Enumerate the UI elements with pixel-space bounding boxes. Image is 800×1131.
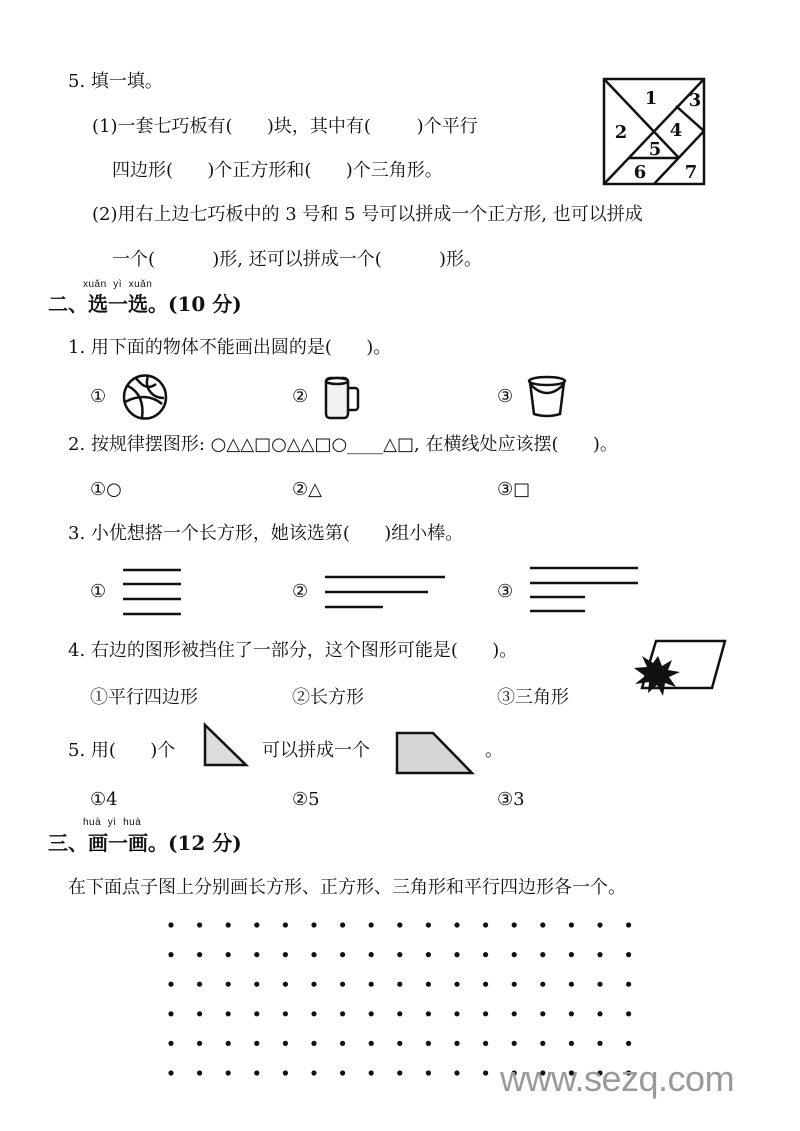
grid-dot[interactable] xyxy=(512,982,517,987)
q1-option-3: ③ xyxy=(497,386,514,407)
grid-dot[interactable] xyxy=(569,982,574,987)
grid-dot[interactable] xyxy=(226,1011,231,1016)
q1-option-2: ② xyxy=(292,386,309,407)
grid-dot[interactable] xyxy=(254,1011,259,1016)
grid-dot[interactable] xyxy=(540,982,545,987)
section-3-instruction: 在下面点子图上分别画长方形、正方形、三角形和平行四边形各一个。 xyxy=(68,877,626,898)
grid-dot[interactable] xyxy=(283,982,288,987)
grid-dot[interactable] xyxy=(197,922,202,927)
q4-option-3: ③三角形 xyxy=(497,687,569,708)
grid-dot[interactable] xyxy=(168,1011,173,1016)
grid-dot[interactable] xyxy=(512,1041,517,1046)
grid-dot[interactable] xyxy=(483,1041,488,1046)
grid-dot[interactable] xyxy=(454,1011,459,1016)
grid-dot[interactable] xyxy=(397,982,402,987)
grid-dot[interactable] xyxy=(340,1011,345,1016)
grid-dot[interactable] xyxy=(197,952,202,957)
grid-dot[interactable] xyxy=(340,982,345,987)
grid-dot[interactable] xyxy=(454,982,459,987)
grid-dot[interactable] xyxy=(454,952,459,957)
grid-dot[interactable] xyxy=(311,922,316,927)
grid-dot[interactable] xyxy=(569,1011,574,1016)
section-2-pinyin: xuǎn yì xuǎn xyxy=(83,279,153,290)
grid-dot[interactable] xyxy=(397,922,402,927)
grid-dot[interactable] xyxy=(512,922,517,927)
grid-dot[interactable] xyxy=(569,1041,574,1046)
q5-option-2: ②5 xyxy=(292,789,320,810)
tangram-label-2: 2 xyxy=(614,122,628,143)
grid-dot[interactable] xyxy=(254,1070,259,1075)
grid-dot[interactable] xyxy=(254,952,259,957)
grid-dot[interactable] xyxy=(426,952,431,957)
tangram-label-4: 4 xyxy=(669,120,683,141)
grid-dot[interactable] xyxy=(283,1070,288,1075)
grid-dot[interactable] xyxy=(397,1070,402,1075)
grid-dot[interactable] xyxy=(483,1070,488,1075)
grid-dot[interactable] xyxy=(626,1041,631,1046)
grid-dot[interactable] xyxy=(454,1070,459,1075)
q5-text-c: 。 xyxy=(485,740,503,761)
grid-dot[interactable] xyxy=(226,1070,231,1075)
grid-dot[interactable] xyxy=(597,952,602,957)
grid-dot[interactable] xyxy=(426,1041,431,1046)
grid-dot[interactable] xyxy=(369,1070,374,1075)
q5-text-b: 可以拼成一个 xyxy=(262,740,370,761)
q1-text: 1. 用下面的物体不能画出圆的是( )。 xyxy=(68,337,392,358)
grid-dot[interactable] xyxy=(168,982,173,987)
grid-dot[interactable] xyxy=(626,952,631,957)
section-3-pinyin: huà yì huà xyxy=(83,817,142,828)
question-5-2-line1: (2)用右上边七巧板中的 3 号和 5 号可以拼成一个正方形, 也可以拼成 xyxy=(92,204,643,225)
q4-option-1: ①平行四边形 xyxy=(90,687,198,708)
grid-dot[interactable] xyxy=(397,952,402,957)
grid-dot[interactable] xyxy=(426,922,431,927)
grid-dot[interactable] xyxy=(483,922,488,927)
q2-option-1: ①○ xyxy=(90,479,122,500)
grid-dot[interactable] xyxy=(483,1011,488,1016)
watermark: www.sezq.com xyxy=(500,1058,735,1099)
grid-dot[interactable] xyxy=(597,922,602,927)
grid-dot[interactable] xyxy=(197,1011,202,1016)
grid-dot[interactable] xyxy=(483,952,488,957)
grid-dot[interactable] xyxy=(454,1041,459,1046)
grid-dot[interactable] xyxy=(540,1011,545,1016)
grid-dot[interactable] xyxy=(369,1011,374,1016)
grid-dot[interactable] xyxy=(369,1041,374,1046)
grid-dot[interactable] xyxy=(340,922,345,927)
grid-dot[interactable] xyxy=(168,1070,173,1075)
q1-option-1: ① xyxy=(90,386,107,407)
section-3-heading: 三、画一画。(12 分) xyxy=(48,831,242,855)
grid-dot[interactable] xyxy=(283,952,288,957)
grid-dot[interactable] xyxy=(311,982,316,987)
grid-dot[interactable] xyxy=(426,1011,431,1016)
grid-dot[interactable] xyxy=(597,1041,602,1046)
grid-dot[interactable] xyxy=(369,952,374,957)
grid-dot[interactable] xyxy=(340,1070,345,1075)
grid-dot[interactable] xyxy=(283,922,288,927)
grid-dot[interactable] xyxy=(397,1011,402,1016)
grid-dot[interactable] xyxy=(597,982,602,987)
q3-text: 3. 小优想搭一个长方形，她该选第( )组小棒。 xyxy=(68,523,464,544)
q2-text: 2. 按规律摆图形: ○△△□○△△□○____△□, 在横线处应该摆( )。 xyxy=(68,434,618,455)
grid-dot[interactable] xyxy=(512,1011,517,1016)
tangram-label-5: 5 xyxy=(648,139,662,160)
grid-dot[interactable] xyxy=(426,1070,431,1075)
tangram-label-1: 1 xyxy=(644,88,658,109)
grid-dot[interactable] xyxy=(197,1041,202,1046)
grid-dot[interactable] xyxy=(340,952,345,957)
grid-dot[interactable] xyxy=(340,1041,345,1046)
section-2-heading: 二、选一选。(10 分) xyxy=(48,292,242,316)
q2-option-2: ②△ xyxy=(292,479,322,500)
grid-dot[interactable] xyxy=(311,952,316,957)
grid-dot[interactable] xyxy=(226,982,231,987)
question-5-1-line2: 四边形( )个正方形和( )个三角形。 xyxy=(112,160,443,181)
grid-dot[interactable] xyxy=(311,1070,316,1075)
grid-dot[interactable] xyxy=(168,952,173,957)
grid-dot[interactable] xyxy=(512,952,517,957)
q3-option-2: ② xyxy=(292,581,309,602)
grid-dot[interactable] xyxy=(168,922,173,927)
grid-dot[interactable] xyxy=(626,982,631,987)
grid-dot[interactable] xyxy=(283,1011,288,1016)
q5-option-1: ①4 xyxy=(90,789,118,810)
grid-dot[interactable] xyxy=(454,922,459,927)
q4-option-2: ②长方形 xyxy=(292,687,364,708)
q2-option-3: ③□ xyxy=(497,479,531,500)
grid-dot[interactable] xyxy=(626,922,631,927)
grid-dot[interactable] xyxy=(311,1041,316,1046)
grid-dot[interactable] xyxy=(626,1011,631,1016)
grid-dot[interactable] xyxy=(597,1011,602,1016)
grid-dot[interactable] xyxy=(226,1041,231,1046)
grid-dot[interactable] xyxy=(540,1041,545,1046)
grid-dot[interactable] xyxy=(197,1070,202,1075)
grid-dot[interactable] xyxy=(540,952,545,957)
grid-dot[interactable] xyxy=(197,982,202,987)
grid-dot[interactable] xyxy=(426,982,431,987)
q3-option-3: ③ xyxy=(497,581,514,602)
question-5-2-line2: 一个( )形, 还可以拼成一个( )形。 xyxy=(112,249,482,270)
grid-dot[interactable] xyxy=(254,922,259,927)
grid-dot[interactable] xyxy=(226,922,231,927)
grid-dot[interactable] xyxy=(226,952,231,957)
q3-option-1: ① xyxy=(90,581,107,602)
q4-text: 4. 右边的图形被挡住了一部分，这个图形可能是( )。 xyxy=(68,640,518,661)
grid-dot[interactable] xyxy=(397,1041,402,1046)
grid-dot[interactable] xyxy=(569,952,574,957)
tangram-label-6: 6 xyxy=(633,162,647,183)
grid-dot[interactable] xyxy=(254,982,259,987)
tangram-label-3: 3 xyxy=(688,90,702,111)
grid-dot[interactable] xyxy=(369,922,374,927)
grid-dot[interactable] xyxy=(168,1041,173,1046)
grid-dot[interactable] xyxy=(540,922,545,927)
grid-dot[interactable] xyxy=(311,1011,316,1016)
grid-dot[interactable] xyxy=(369,982,374,987)
grid-dot[interactable] xyxy=(254,1041,259,1046)
question-5-1-line1: (1)一套七巧板有( )块，其中有( )个平行 xyxy=(92,116,478,137)
q5-text-a: 5. 用( )个 xyxy=(68,740,176,761)
question-5-title: 5. 填一填。 xyxy=(68,71,163,92)
tangram-label-7: 7 xyxy=(684,162,698,183)
grid-dot[interactable] xyxy=(483,982,488,987)
q5-option-3: ③3 xyxy=(497,789,525,810)
grid-dot[interactable] xyxy=(569,922,574,927)
grid-dot[interactable] xyxy=(283,1041,288,1046)
